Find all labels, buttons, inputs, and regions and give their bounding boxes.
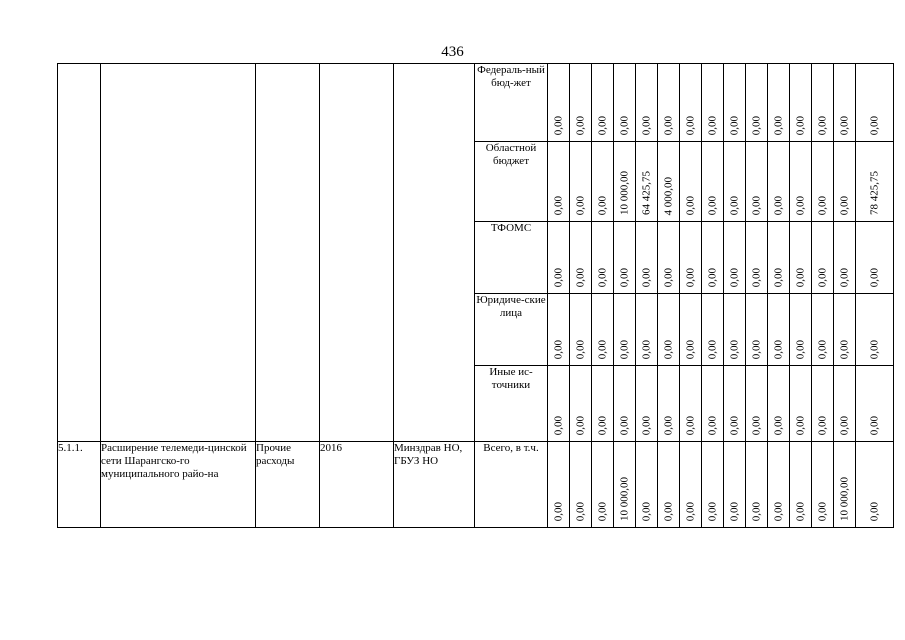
value-cell [746,294,768,366]
value-text: 0,00 [618,339,630,359]
value-cell [570,294,592,366]
value-cell [614,142,636,222]
source-row [58,64,894,142]
value-cell [834,442,856,528]
value-cell [614,294,636,366]
value-cell [746,142,768,222]
value-cell [702,222,724,294]
value-text: 0,00 [750,501,762,521]
value-text: 0,00 [640,267,652,287]
value-text: 0,00 [662,501,674,521]
value-cell [636,142,658,222]
value-text: 0,00 [596,339,608,359]
value-cell [658,64,680,142]
value-text: 0,00 [640,115,652,135]
value-cell [636,366,658,442]
value-text: 0,00 [574,115,586,135]
value-text: 0,00 [750,115,762,135]
value-text: 0,00 [596,501,608,521]
value-cell [834,222,856,294]
value-text: 0,00 [552,501,564,521]
value-text: 0,00 [684,415,696,435]
value-text: 0,00 [750,195,762,215]
value-text: 0,00 [706,267,718,287]
value-cell [812,142,834,222]
item-row [58,442,894,528]
value-text: 0,00 [750,267,762,287]
value-cell [724,442,746,528]
value-text: 0,00 [706,415,718,435]
value-cell [592,294,614,366]
value-text: 0,00 [772,115,784,135]
value-cell [746,366,768,442]
value-text: 0,00 [750,415,762,435]
value-cell [768,64,790,142]
value-text: 0,00 [794,501,806,521]
value-cell [724,64,746,142]
page-number: 436 [441,44,464,60]
value-text: 64 425,75 [640,171,652,215]
value-cell [636,294,658,366]
value-text: 0,00 [662,267,674,287]
item-year: 2016 [320,442,394,528]
value-text: 0,00 [838,339,850,359]
value-cell [834,142,856,222]
value-text: 0,00 [816,195,828,215]
value-cell [856,142,894,222]
value-text: 0,00 [794,115,806,135]
value-cell [790,294,812,366]
value-cell [746,64,768,142]
value-text: 0,00 [662,115,674,135]
value-cell [548,294,570,366]
value-text: 0,00 [728,339,740,359]
value-cell [548,222,570,294]
value-cell [856,366,894,442]
empty-cell [394,64,475,442]
value-text: 0,00 [618,267,630,287]
value-cell [702,64,724,142]
value-cell [812,294,834,366]
value-text: 0,00 [684,501,696,521]
value-text: 0,00 [868,501,880,521]
value-text: 0,00 [684,267,696,287]
value-text: 4 000,00 [662,176,674,215]
value-text: 0,00 [772,339,784,359]
value-text: 0,00 [552,415,564,435]
value-text: 0,00 [552,115,564,135]
value-text: 0,00 [794,339,806,359]
value-text: 0,00 [816,415,828,435]
value-text: 0,00 [816,501,828,521]
value-text: 0,00 [618,115,630,135]
value-cell [790,142,812,222]
source-label: Всего, в т.ч. [475,442,548,528]
value-cell [570,366,592,442]
value-cell [658,442,680,528]
value-text: 0,00 [816,339,828,359]
source-label: Юридиче-ские лица [475,294,548,366]
value-text: 0,00 [794,267,806,287]
value-cell [812,64,834,142]
value-cell [834,294,856,366]
source-label: Иные ис-точники [475,366,548,442]
value-cell [856,222,894,294]
value-cell [592,442,614,528]
value-text: 0,00 [662,339,674,359]
value-cell [658,366,680,442]
value-cell [790,222,812,294]
value-cell [614,366,636,442]
value-text: 0,00 [552,267,564,287]
item-number: 5.1.1. [58,442,101,528]
value-text: 0,00 [838,195,850,215]
value-text: 0,00 [816,115,828,135]
value-text: 0,00 [640,339,652,359]
value-cell [592,64,614,142]
value-cell [724,294,746,366]
value-text: 0,00 [728,415,740,435]
value-cell [658,142,680,222]
value-text: 0,00 [794,415,806,435]
source-label: ТФОМС [475,222,548,294]
value-text: 0,00 [574,501,586,521]
item-name: Расширение телемеди-цинской сети Шарангско-го муниципального райо-на [101,442,256,528]
value-cell [680,142,702,222]
value-text: 0,00 [838,115,850,135]
value-cell [548,442,570,528]
value-cell [856,64,894,142]
value-cell [548,64,570,142]
value-cell [702,366,724,442]
value-text: 0,00 [816,267,828,287]
value-cell [548,366,570,442]
value-cell [834,64,856,142]
value-text: 0,00 [684,195,696,215]
value-cell [614,64,636,142]
value-cell [658,222,680,294]
value-text: 0,00 [552,195,564,215]
value-cell [636,222,658,294]
value-cell [746,222,768,294]
value-text: 0,00 [574,267,586,287]
value-text: 0,00 [772,195,784,215]
source-label: Областной бюджет [475,142,548,222]
value-cell [614,222,636,294]
value-text: 0,00 [706,501,718,521]
value-cell [724,222,746,294]
value-text: 78 425,75 [868,171,880,215]
value-cell [680,64,702,142]
value-cell [812,222,834,294]
value-cell [768,294,790,366]
value-text: 10 000,00 [838,477,850,521]
value-cell [812,442,834,528]
value-cell [680,222,702,294]
value-text: 0,00 [662,415,674,435]
value-text: 0,00 [596,415,608,435]
value-cell [702,142,724,222]
value-cell [636,442,658,528]
value-text: 0,00 [868,115,880,135]
value-text: 0,00 [838,415,850,435]
value-cell [724,366,746,442]
value-cell [680,442,702,528]
value-cell [680,294,702,366]
value-text: 0,00 [728,115,740,135]
value-cell [834,366,856,442]
value-cell [702,294,724,366]
value-cell [636,64,658,142]
value-cell [768,222,790,294]
value-text: 0,00 [574,195,586,215]
value-cell [768,366,790,442]
value-text: 0,00 [640,415,652,435]
value-text: 0,00 [596,195,608,215]
empty-cell [256,64,320,442]
value-text: 0,00 [728,501,740,521]
value-cell [724,142,746,222]
value-text: 0,00 [772,267,784,287]
value-cell [570,142,592,222]
value-cell [856,294,894,366]
empty-cell [58,64,101,442]
value-cell [768,142,790,222]
value-cell [548,142,570,222]
expense-type: Прочие расходы [256,442,320,528]
budget-table [57,63,894,528]
value-text: 10 000,00 [618,477,630,521]
value-text: 0,00 [684,339,696,359]
value-cell [680,366,702,442]
value-cell [856,442,894,528]
value-cell [702,442,724,528]
value-text: 0,00 [574,339,586,359]
value-text: 0,00 [750,339,762,359]
value-cell [746,442,768,528]
value-text: 0,00 [868,267,880,287]
value-text: 0,00 [552,339,564,359]
value-text: 0,00 [706,115,718,135]
value-text: 0,00 [728,195,740,215]
value-text: 0,00 [728,267,740,287]
value-cell [592,222,614,294]
value-text: 0,00 [706,195,718,215]
value-text: 0,00 [772,415,784,435]
value-cell [592,366,614,442]
value-cell [790,442,812,528]
value-text: 0,00 [574,415,586,435]
value-cell [768,442,790,528]
value-text: 10 000,00 [618,171,630,215]
value-text: 0,00 [794,195,806,215]
source-label: Федераль-ный бюд-жет [475,64,548,142]
value-cell [658,294,680,366]
value-cell [592,142,614,222]
value-cell [570,442,592,528]
value-cell [570,64,592,142]
value-text: 0,00 [772,501,784,521]
value-cell [812,366,834,442]
value-text: 0,00 [838,267,850,287]
empty-cell [101,64,256,442]
executor: Минздрав НО, ГБУЗ НО [394,442,475,528]
value-text: 0,00 [596,267,608,287]
value-text: 0,00 [640,501,652,521]
value-cell [570,222,592,294]
value-text: 0,00 [684,115,696,135]
value-cell [790,366,812,442]
value-text: 0,00 [706,339,718,359]
value-cell [614,442,636,528]
value-cell [790,64,812,142]
empty-cell [320,64,394,442]
value-text: 0,00 [868,339,880,359]
value-text: 0,00 [596,115,608,135]
value-text: 0,00 [868,415,880,435]
value-text: 0,00 [618,415,630,435]
